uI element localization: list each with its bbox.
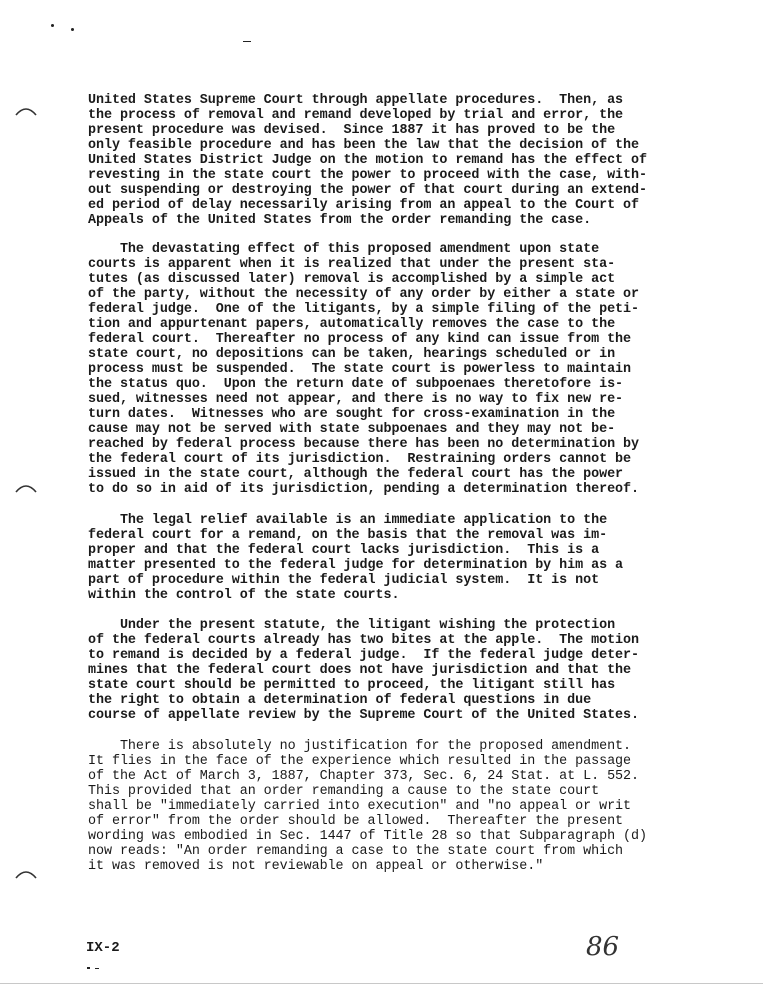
paragraph-4: Under the present statute, the litigant wishing the protection of the federal courts already has two bites at the apple. The motion to remand is decided by a federal judge. If the federal judge deter- mines that the federal court does not have jurisdiction and that the state court should be permitted to proceed, the litigant still has the right to obtain a determination of federal questions in due course of appellate review by the Supreme Court of the United States. [88, 618, 640, 723]
paragraph-1: United States Supreme Court through appellate procedures. Then, as the process of removal and remand developed by trial and error, the present procedure was devised. Since 1887 it has proved to be the only feasible procedure and has been the law that the decision of the United States District Judge on the motion to remand has the effect of revesting in the state court the power to proceed with the case, with- out suspending or destroying the power of that court during an extend- ed period of delay necessarily arising from an appeal to the Court of Appeals of the United States from the order remanding the case. [88, 93, 647, 228]
scan-speck [71, 28, 74, 31]
scan-speck [87, 967, 90, 969]
scan-speck [51, 24, 54, 27]
scan-speck [243, 41, 251, 42]
page-bottom-edge [0, 983, 763, 984]
paragraph-3: The legal relief available is an immediate application to the federal court for a remand, on the basis that the removal was im- proper and that the federal court lacks jurisdiction. This is a matter presented to the federal judge for determination by him as a part of procedure within the federal judicial system. It is not within the control of the state courts. [88, 513, 624, 603]
handwritten-page-number: 86 [586, 932, 620, 962]
margin-hole-mark [14, 103, 38, 117]
paragraph-5: There is absolutely no justification for the proposed amendment. It flies in the face of the experience which resulted in the passage of the Act of March 3, 1887, Chapter 373, Sec. 6, 24 Stat. at L. 552. This provided that an order remanding a cause to the state court shall be "immediately carried into execution" and "no appeal or writ of error" from the order should be allowed. Thereafter the present wording was embodied in Sec. 1447 of Title 28 so that Subparagraph (d) now reads: "An order remanding a case to the state court from which it was removed is not reviewable on appeal or otherwise." [88, 739, 647, 874]
scan-speck [95, 968, 99, 969]
margin-hole-mark [14, 866, 38, 880]
paragraph-2: The devastating effect of this proposed amendment upon state courts is apparent when it is realized that under the present sta- tutes (as discussed later) removal is accomplished by a simple act of the party, without the necessity of any order by either a state or federal judge. One of the litigants, by a simple filing of the peti- tion and appurtenant papers, automatically removes the case to the federal court. Thereafter no process of any kind can issue from the state court, no depositions can be taken, hearings scheduled or in process must be suspended. The state court is powerless to maintain the status quo. Upon the return date of subpoenaes theretofore is- sued, witnesses need not appear, and there is no way to fix new re- turn dates. Witnesses who are sought for cross-examination in the cause may not be served with state subpoenaes and they may not be- reached by federal process because there has been no determination by the federal court of its jurisdiction. Restraining orders cannot be issued in the state court, although the federal court has the power to do so in aid of its jurisdiction, pending a determination thereof. [88, 242, 640, 497]
margin-hole-mark [14, 480, 38, 494]
footer-section-id: IX-2 [86, 940, 120, 956]
